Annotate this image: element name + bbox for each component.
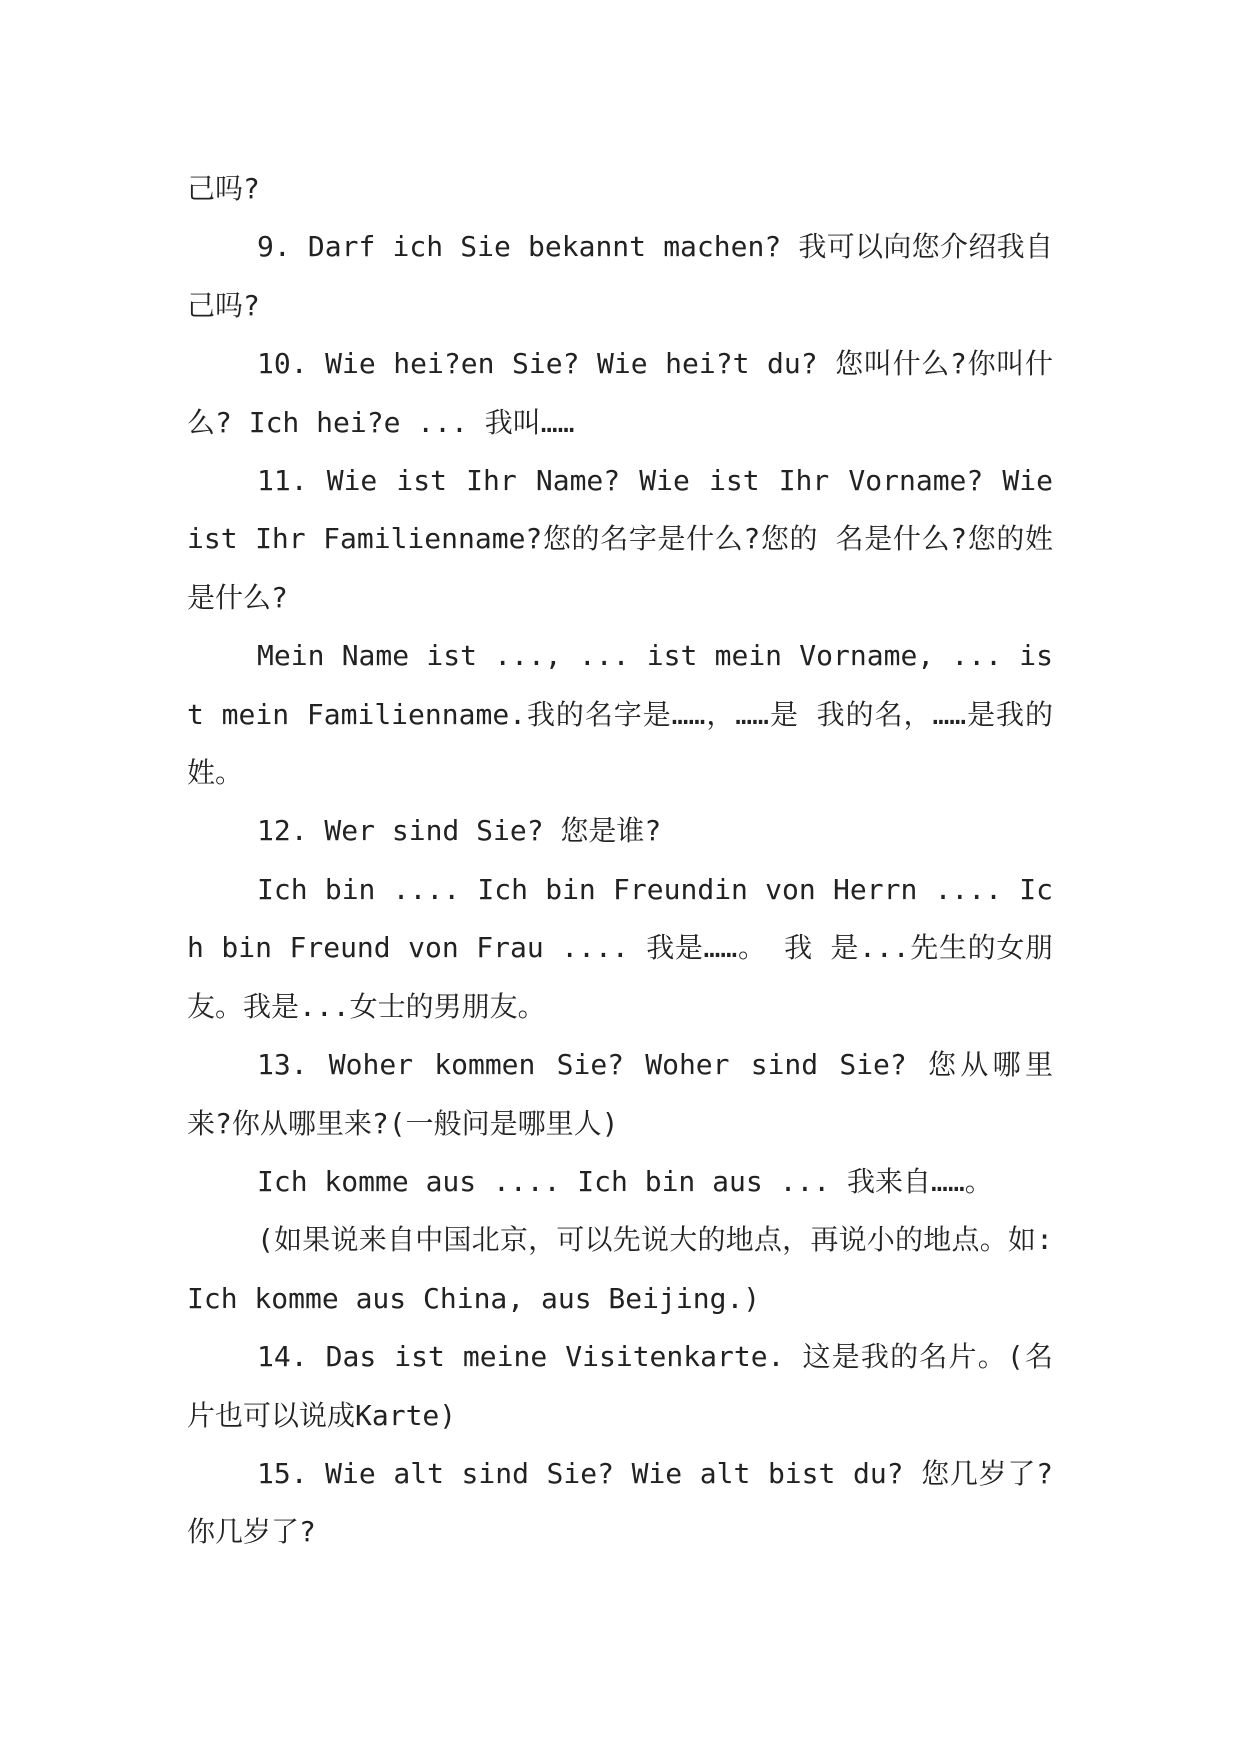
paragraph-item-13: 13. Woher kommen Sie? Woher sind Sie? 您从哪里来?你从哪里来?(一般问是哪里人) xyxy=(187,1048,1053,1140)
paragraph-item-12: 12. Wer sind Sie? 您是谁? xyxy=(257,814,662,848)
paragraph-item-11-answer: Mein Name ist ..., ... ist mein Vorname, ... ist mein Familienname.我的名字是……，……是 我的名，……是我的姓。 xyxy=(187,639,1053,790)
paragraph-item-13-answer: Ich komme aus .... Ich bin aus ... 我来自……。 xyxy=(257,1164,993,1198)
paragraph-item-10: 10. Wie hei?en Sie? Wie hei?t du? 您叫什么?你叫什么? Ich hei?e ... 我叫…… xyxy=(187,347,1053,439)
paragraph-item-11: 11. Wie ist Ihr Name? Wie ist Ihr Vorname? Wie ist Ihr Familienname?您的名字是什么?您的 名是什么?您的姓是什么? xyxy=(187,464,1053,614)
document-body xyxy=(187,160,1053,1562)
paragraph-item-9: 9. Darf ich Sie bekannt machen? 我可以向您介绍我自己吗? xyxy=(187,230,1053,322)
paragraph-item-14: 14. Das ist meine Visitenkarte. 这是我的名片。(名片也可以说成Karte) xyxy=(187,1340,1053,1432)
paragraph-item-12-answer: Ich bin .... Ich bin Freundin von Herrn .... Ich bin Freund von Frau .... 我是……。 我 是...先生的女朋友。我是...女士的男朋友。 xyxy=(187,872,1053,1023)
paragraph-item-15: 15. Wie alt sind Sie? Wie alt bist du? 您几岁了?你几岁了? xyxy=(187,1456,1053,1549)
paragraph-item-13-note: (如果说来自中国北京，可以先说大的地点，再说小的地点。如: Ich komme aus China, aus Beijing.) xyxy=(187,1223,1053,1315)
paragraph-continuation: 己吗? xyxy=(187,172,260,205)
